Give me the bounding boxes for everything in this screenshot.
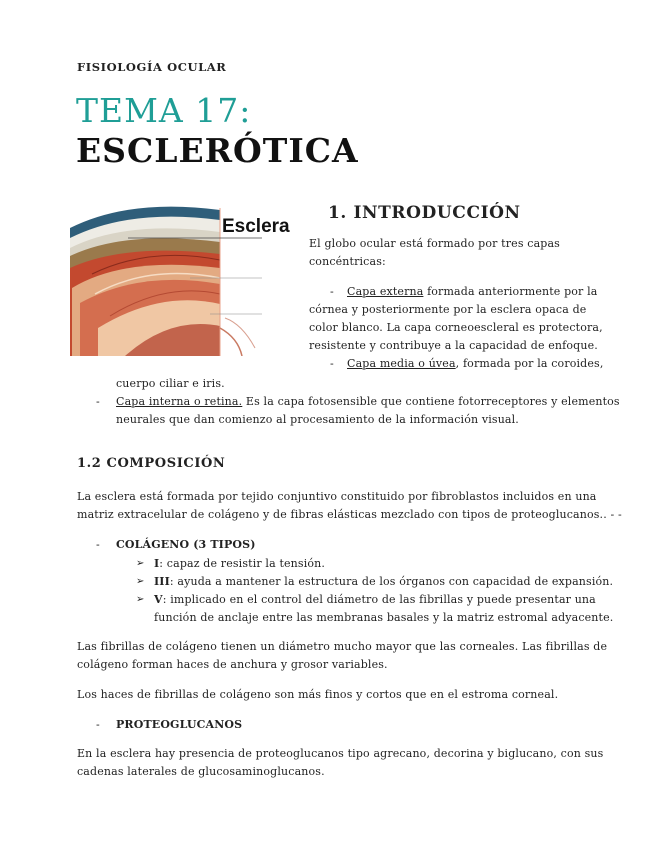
bullet-dash: - (96, 718, 100, 731)
paragraph-line: Los haces de fibrillas de colágeno son más finos y cortos que en el estroma corneal. (77, 688, 559, 701)
arrow-bullet-icon: ➢ (136, 558, 145, 569)
list-item-line: color blanco. La capa corneoescleral es protectora, (309, 321, 603, 334)
intro-paragraph-line: El globo ocular está formado por tres capas (309, 237, 560, 250)
list-item-capa-media: Capa media o úvea, formada por la coroides, (347, 357, 604, 370)
page-title: ESCLERÓTICA (76, 131, 359, 170)
subheading-colageno: COLÁGENO (3 TIPOS) (116, 538, 256, 551)
list-item-line: resistente y contribuye a la capacidad de enfoque. (309, 339, 598, 352)
subheading-proteoglucanos: PROTEOGLUCANOS (116, 718, 243, 731)
paragraph-line: cadenas laterales de glucosaminoglucanos. (77, 765, 325, 778)
eye-anatomy-illustration (70, 198, 292, 356)
bullet-dash: - (330, 357, 334, 370)
list-item-line: córnea y posteriormente por la esclera opaca de (309, 303, 587, 316)
list-item-capa-interna: Capa interna o retina. Es la capa fotosensible que contiene fotorreceptores y elementos (116, 395, 620, 408)
term-capa-media: Capa media o úvea (347, 357, 456, 370)
paragraph-line: matriz extracelular de colágeno y de fibras elásticas mezclado con tipos de proteoglucanos.. - - (77, 508, 622, 521)
paragraph-line: La esclera está formada por tejido conjuntivo constituido por fibroblastos incluidos en una (77, 490, 597, 503)
section-heading-composicion: 1.2 COMPOSICIÓN (77, 456, 226, 471)
list-item-line: cuerpo ciliar e iris. (116, 377, 225, 390)
list-item-line: función de anclaje entre las membranas basales y la matriz estromal adyacente. (154, 611, 614, 624)
title-number: TEMA 17: (76, 91, 252, 130)
bullet-dash: - (330, 285, 334, 298)
list-item-capa-externa: Capa externa formada anteriormente por la (347, 285, 598, 298)
paragraph-line: Las fibrillas de colágeno tienen un diámetro mucho mayor que las corneales. Las fibrillas de (77, 640, 608, 653)
arrow-bullet-icon: ➢ (136, 594, 145, 605)
collagen-type-item: III: ayuda a mantener la estructura de los órganos con capacidad de expansión. (154, 575, 614, 588)
term-capa-externa: Capa externa (347, 285, 424, 298)
paragraph-line: colágeno forman haces de anchura y grosor variables. (77, 658, 388, 671)
list-item-line: neurales que dan comienzo al procesamiento de la información visual. (116, 413, 519, 426)
term-capa-interna: Capa interna o retina. (116, 395, 243, 408)
collagen-type-item: V: implicado en el control del diámetro de las fibrillas y puede presentar una (154, 593, 596, 606)
paragraph-line: En la esclera hay presencia de proteoglucanos tipo agrecano, decorina y biglucano, con sus (77, 747, 604, 760)
arrow-bullet-icon: ➢ (136, 576, 145, 587)
subject-label: FISIOLOGÍA OCULAR (77, 60, 227, 74)
figure-label: Esclera (222, 216, 290, 237)
bullet-dash: - (96, 538, 100, 551)
bullet-dash: - (96, 395, 100, 408)
collagen-type-item: I: capaz de resistir la tensión. (154, 557, 326, 570)
section-heading-introduction: 1. INTRODUCCIÓN (328, 203, 521, 223)
intro-paragraph-line: concéntricas: (309, 255, 386, 268)
